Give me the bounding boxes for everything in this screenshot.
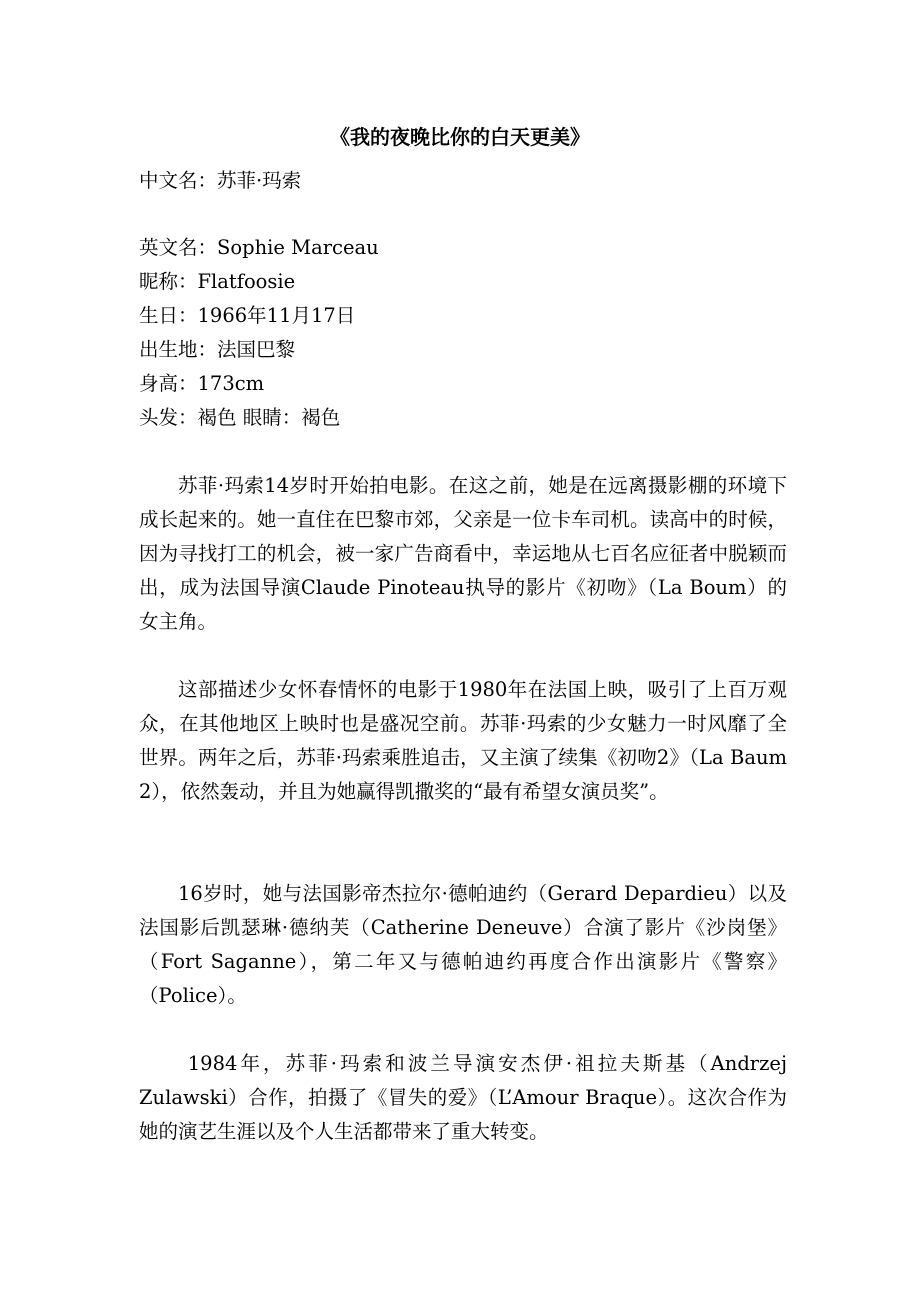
info-nickname: 昵称：Flatfoosie	[139, 270, 296, 293]
paragraph-la-boum: 这部描述少女怀春情怀的电影于1980年在法国上映，吸引了上百万观众，在其他地区上映时也是盛况空前。苏菲·玛索的少女魅力一时风靡了全世界。两年之后，苏菲·玛索乘胜追击，又主演了续集《初吻2》（La Baum 2），依然轰动，并且为她赢得凯撒奖的“最有希望女演员奖”。	[139, 678, 787, 803]
info-birthplace: 出生地：法国巴黎	[139, 338, 296, 361]
paragraph-early-career: 苏菲·玛索14岁时开始拍电影。在这之前，她是在远离摄影棚的环境下成长起来的。她一直住在巴黎市郊，父亲是一位卡车司机。读高中的时候，因为寻找打工的机会，被一家广告商看中，幸运地从七百名应征者中脱颖而出，成为法国导演Claude Pinoteau执导的影片《初吻》（La Boum）的女主角。	[139, 474, 787, 633]
paragraph-amour-braque: 1984年，苏菲·玛索和波兰导演安杰伊·祖拉夫斯基（Andrzej Zulawski）合作，拍摄了《冒失的爱》（L’Amour Braque）。这次合作为她的演艺生涯以及个人生活都带来了重大转变。	[139, 1052, 787, 1143]
info-height: 身高：173cm	[139, 372, 265, 395]
document-title: 《我的夜晚比你的白天更美》	[330, 125, 590, 149]
paragraph-fort-saganne: 16岁时，她与法国影帝杰拉尔·德帕迪约（Gerard Depardieu）以及法国影后凯瑟琳·德纳芙（Catherine Deneuve）合演了影片《沙岗堡》（Fort Saganne），第二年又与德帕迪约再度合作出演影片《警察》（Police）。	[139, 882, 787, 1007]
info-english-name: 英文名：Sophie Marceau	[139, 236, 379, 259]
info-birthday: 生日：1966年11月17日	[139, 304, 356, 327]
info-chinese-name: 中文名：苏菲·玛索	[139, 169, 302, 192]
info-hair-eyes: 头发：褐色 眼睛：褐色	[139, 406, 341, 429]
